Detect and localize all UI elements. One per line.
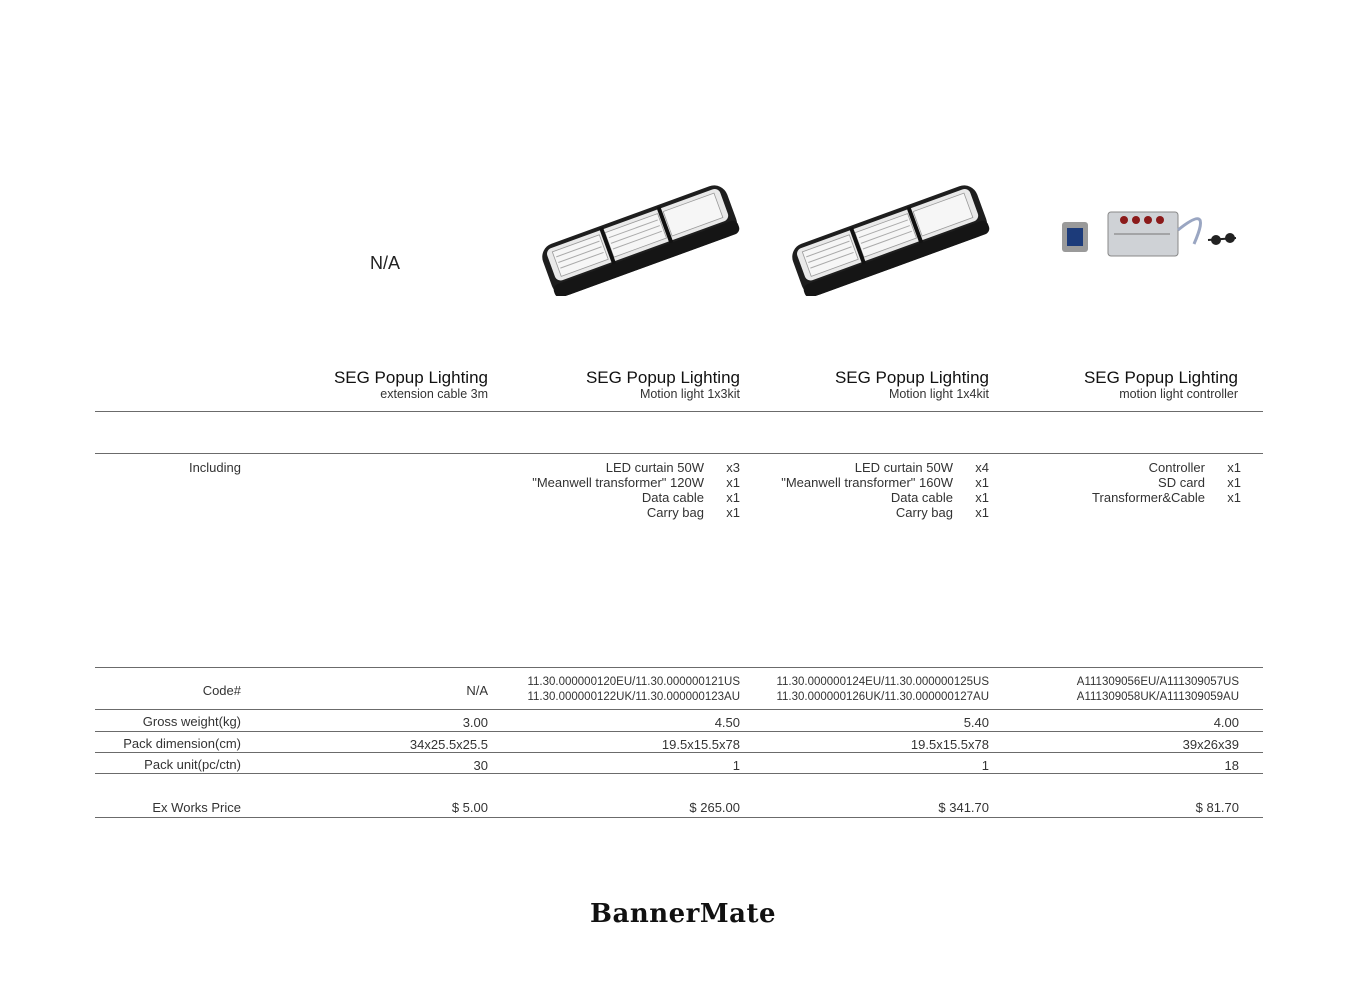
list-item: "Meanwell transformer" 120W x1 [532,475,740,490]
product-title: SEG Popup Lighting [333,368,488,387]
pack-dimension-value: 34x25.5x25.5 [409,737,488,752]
price-value: $ 265.00 [689,800,740,815]
including-list [1001,460,1241,505]
pack-unit-value: 1 [981,758,989,773]
divider [95,752,1263,753]
pack-unit-value: 1 [732,758,740,773]
list-item: Carry bag x1 [895,505,989,520]
controller-kit-image [1058,204,1242,268]
divider [95,731,1263,732]
product-subtitle: motion light controller [1119,387,1238,401]
gross-weight-value: 3.00 [462,715,488,730]
list-item: Controller x1 [1148,460,1241,475]
image-placeholder-na: N/A [370,253,401,273]
divider [95,667,1263,668]
led-kit-carry-bag-image [782,176,992,296]
product-title: SEG Popup Lighting [1083,368,1238,387]
list-item: LED curtain 50W x4 [854,460,989,475]
pack-dimension-value: 19.5x15.5x78 [910,737,989,752]
price-value: $ 5.00 [451,800,488,815]
divider [95,709,1263,710]
product-header [540,369,740,401]
including-list [500,460,740,520]
gross-weight-value: 4.50 [714,715,740,730]
gross-weight-value: 5.40 [963,715,989,730]
code-value: N/A [466,683,488,698]
pack-unit-value: 30 [473,758,488,773]
divider [95,773,1263,774]
pack-unit-value: 18 [1224,758,1239,773]
code-label: Code# [202,683,241,698]
list-item: Transformer&Cable x1 [1092,490,1241,505]
product-header [288,369,488,401]
divider [95,817,1263,818]
led-kit-carry-bag-image [532,176,742,296]
including-list [749,460,989,520]
gross-weight-value: 4.00 [1213,715,1239,730]
pack-dimension-label: Pack dimension(cm) [123,736,241,751]
code-value: 11.30.000000120EU/11.30.000000121US 11.30.000000122UK/11.30.000000123AU [527,676,740,703]
brand-logo: BannerMate [590,899,777,929]
list-item: "Meanwell transformer" 160W x1 [781,475,989,490]
list-item: LED curtain 50W x3 [605,460,740,475]
list-item: Carry bag x1 [646,505,740,520]
product-subtitle: Motion light 1x4kit [888,387,989,401]
code-value: 11.30.000000124EU/11.30.000000125US 11.30.000000126UK/11.30.000000127AU [776,676,989,703]
pack-dimension-value: 39x26x39 [1182,737,1239,752]
including-label: Including [188,460,241,475]
price-label: Ex Works Price [152,800,241,815]
price-value: $ 81.70 [1195,800,1239,815]
code-value: A111309056EU/A111309057US A111309058UK/A111309059AU [1076,676,1239,703]
divider [95,411,1263,412]
product-title: SEG Popup Lighting [834,368,989,387]
list-item: Data cable x1 [641,490,740,505]
product-title: SEG Popup Lighting [585,368,740,387]
list-item: SD card x1 [1158,475,1241,490]
product-subtitle: extension cable 3m [380,387,488,401]
price-value: $ 341.70 [938,800,989,815]
pack-unit-label: Pack unit(pc/ctn) [144,757,241,772]
divider [95,453,1263,454]
gross-weight-label: Gross weight(kg) [142,714,241,729]
pack-dimension-value: 19.5x15.5x78 [661,737,740,752]
list-item: Data cable x1 [890,490,989,505]
product-header [789,369,989,401]
product-subtitle: Motion light 1x3kit [639,387,740,401]
product-header [1038,369,1238,401]
